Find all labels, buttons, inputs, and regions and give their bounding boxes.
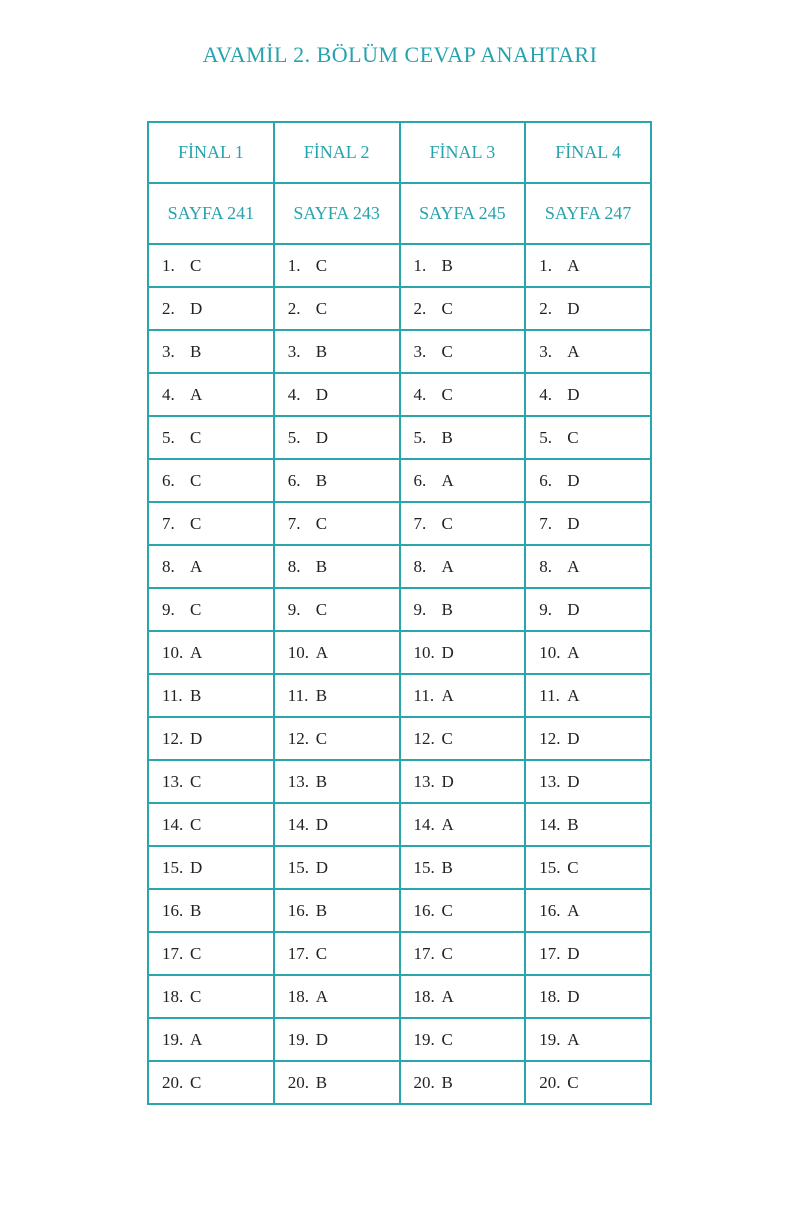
question-number: 12. (162, 728, 184, 748)
answer-cell (274, 932, 400, 975)
question-number: 11. (162, 685, 183, 705)
answer-cell (525, 588, 651, 631)
question-number: 20. (287, 1072, 309, 1092)
question-number: 11. (287, 685, 309, 705)
answer-letter: B (567, 814, 579, 834)
question-number: 15. (413, 857, 435, 877)
answer-letter: C (441, 728, 453, 748)
answer-cell (525, 760, 651, 803)
question-number: 11. (413, 685, 435, 705)
answer-cell (400, 373, 526, 416)
question-number: 14. (413, 814, 435, 834)
answer-cell (400, 459, 526, 502)
table-row (148, 287, 651, 330)
answer-cell (525, 631, 651, 674)
answer-cell (400, 889, 526, 932)
question-number: 17. (413, 943, 435, 963)
table-row (148, 373, 651, 416)
answer-letter: C (441, 900, 453, 920)
answer-letter: C (315, 943, 328, 963)
answer-letter: C (441, 1029, 453, 1049)
answer-letter: C (567, 857, 579, 877)
answer-letter: D (315, 1029, 329, 1049)
question-number: 2. (287, 298, 301, 318)
question-number: 7. (162, 513, 175, 533)
table-row (148, 545, 651, 588)
answer-letter: C (441, 341, 453, 361)
answer-cell (274, 889, 400, 932)
answer-letter: D (315, 384, 329, 404)
question-number: 9. (539, 599, 552, 619)
answer-letter: D (315, 857, 329, 877)
answer-letter: B (315, 556, 328, 576)
table-row (148, 631, 651, 674)
question-number: 8. (539, 556, 552, 576)
question-number: 13. (413, 771, 435, 791)
answer-cell (400, 287, 526, 330)
answer-cell (525, 244, 651, 287)
column-header-final-4: FİNAL 4 (525, 122, 651, 183)
answer-letter: B (315, 470, 328, 490)
question-number: 6. (287, 470, 301, 490)
answer-letter: C (441, 943, 453, 963)
answer-letter: B (441, 427, 453, 447)
answer-cell (525, 287, 651, 330)
answer-letter: C (315, 513, 328, 533)
question-number: 20. (539, 1072, 561, 1092)
answer-cell (525, 459, 651, 502)
question-number: 16. (162, 900, 184, 920)
answer-cell (274, 803, 400, 846)
answer-letter: C (441, 298, 453, 318)
answer-letter: C (315, 728, 328, 748)
question-number: 19. (287, 1029, 309, 1049)
answer-letter: D (441, 642, 454, 662)
answer-cell (525, 330, 651, 373)
answer-letter: A (567, 341, 580, 361)
column-header-final-3: FİNAL 3 (400, 122, 526, 183)
answer-letter: C (190, 986, 202, 1006)
answer-letter: C (190, 255, 202, 275)
question-number: 3. (413, 341, 427, 361)
answer-letter: B (190, 685, 202, 705)
question-number: 2. (413, 298, 427, 318)
question-number: 8. (413, 556, 427, 576)
answer-cell (148, 975, 274, 1018)
answer-letter: C (190, 513, 202, 533)
answer-letter: D (567, 986, 580, 1006)
question-number: 12. (413, 728, 435, 748)
question-number: 6. (539, 470, 552, 490)
column-header-final-2: FİNAL 2 (274, 122, 400, 183)
answer-cell (274, 416, 400, 459)
question-number: 5. (162, 427, 175, 447)
table-row (148, 932, 651, 975)
answer-cell (148, 545, 274, 588)
answer-letter: C (315, 255, 328, 275)
question-number: 18. (287, 986, 309, 1006)
answer-cell (400, 846, 526, 889)
table-row (148, 717, 651, 760)
question-number: 7. (539, 513, 552, 533)
answer-letter: B (441, 1072, 453, 1092)
final-header-row (148, 122, 651, 183)
answer-letter: A (567, 1029, 580, 1049)
answer-cell (148, 760, 274, 803)
answer-cell (148, 846, 274, 889)
answer-cell (400, 717, 526, 760)
answer-letter: A (190, 556, 203, 576)
question-number: 14. (539, 814, 561, 834)
page-header-row (148, 183, 651, 244)
answer-letter: A (441, 814, 454, 834)
answer-letter: C (190, 427, 202, 447)
answer-cell (274, 459, 400, 502)
answer-letter: A (567, 642, 580, 662)
answer-cell (400, 631, 526, 674)
question-number: 5. (539, 427, 552, 447)
question-number: 20. (413, 1072, 435, 1092)
question-number: 18. (413, 986, 435, 1006)
answer-letter: D (567, 384, 580, 404)
answer-letter: C (315, 599, 328, 619)
answer-cell (400, 760, 526, 803)
question-number: 13. (539, 771, 561, 791)
answer-cell (148, 287, 274, 330)
answer-cell (274, 244, 400, 287)
column-page-3: SAYFA 245 (400, 183, 526, 244)
answer-letter: A (190, 642, 203, 662)
table-row (148, 459, 651, 502)
answer-cell (148, 416, 274, 459)
answer-cell (274, 330, 400, 373)
answer-letter: C (190, 814, 202, 834)
answer-letter: C (567, 427, 579, 447)
answer-letter: A (315, 986, 329, 1006)
question-number: 4. (539, 384, 552, 404)
answer-cell (525, 502, 651, 545)
question-number: 10. (287, 642, 309, 662)
answer-letter: B (315, 900, 328, 920)
answer-letter: C (190, 599, 202, 619)
question-number: 14. (162, 814, 184, 834)
answer-letter: B (315, 341, 328, 361)
table-row (148, 803, 651, 846)
question-number: 13. (287, 771, 309, 791)
answer-cell (148, 674, 274, 717)
answer-cell (525, 674, 651, 717)
answer-letter: A (315, 642, 329, 662)
answer-letter: B (315, 1072, 328, 1092)
question-number: 19. (413, 1029, 435, 1049)
answer-letter: D (190, 857, 203, 877)
answer-letter: A (441, 986, 454, 1006)
answer-letter: A (190, 384, 203, 404)
answer-cell (148, 717, 274, 760)
table-row (148, 588, 651, 631)
answer-letter: C (567, 1072, 579, 1092)
answer-letter: A (567, 556, 580, 576)
question-number: 10. (413, 642, 435, 662)
answer-letter: B (315, 771, 328, 791)
answer-letter: A (567, 900, 580, 920)
page-title: AVAMİL 2. BÖLÜM CEVAP ANAHTARI (202, 42, 598, 67)
answer-cell (525, 416, 651, 459)
answer-letter: D (567, 599, 580, 619)
answer-cell (274, 846, 400, 889)
answer-cell (274, 975, 400, 1018)
answer-cell (400, 330, 526, 373)
question-number: 16. (539, 900, 561, 920)
answer-cell (148, 932, 274, 975)
answer-cell (274, 631, 400, 674)
answer-letter: D (441, 771, 454, 791)
answer-cell (400, 244, 526, 287)
answer-cell (525, 545, 651, 588)
answer-cell (148, 330, 274, 373)
column-page-1: SAYFA 241 (148, 183, 274, 244)
answer-letter: D (315, 427, 329, 447)
question-number: 18. (539, 986, 561, 1006)
answer-rows (148, 244, 651, 1104)
answer-cell (148, 803, 274, 846)
answer-letter: A (441, 685, 454, 705)
answer-key-table (147, 121, 652, 1105)
answer-letter: C (441, 384, 453, 404)
answer-cell (274, 588, 400, 631)
question-number: 9. (413, 599, 427, 619)
question-number: 1. (287, 255, 301, 275)
table-row (148, 502, 651, 545)
question-number: 8. (162, 556, 175, 576)
table-row (148, 674, 651, 717)
answer-letter: B (441, 599, 453, 619)
question-number: 16. (287, 900, 309, 920)
question-number: 9. (162, 599, 175, 619)
table-row (148, 244, 651, 287)
answer-cell (400, 502, 526, 545)
table-row (148, 889, 651, 932)
question-number: 18. (162, 986, 184, 1006)
answer-letter: A (441, 556, 454, 576)
answer-letter: C (190, 771, 202, 791)
question-number: 5. (413, 427, 427, 447)
answer-cell (148, 1061, 274, 1104)
answer-letter: D (567, 298, 580, 318)
answer-cell (274, 1061, 400, 1104)
answer-cell (525, 1061, 651, 1104)
question-number: 11. (539, 685, 560, 705)
answer-letter: B (190, 900, 202, 920)
question-number: 15. (162, 857, 184, 877)
answer-cell (400, 932, 526, 975)
question-number: 7. (413, 513, 427, 533)
question-number: 19. (162, 1029, 184, 1049)
question-number: 2. (162, 298, 175, 318)
question-number: 4. (162, 384, 175, 404)
answer-letter: C (190, 470, 202, 490)
question-number: 20. (162, 1072, 184, 1092)
question-number: 5. (287, 427, 301, 447)
question-number: 13. (162, 771, 184, 791)
answer-letter: A (567, 255, 580, 275)
question-number: 1. (539, 255, 552, 275)
table-row (148, 416, 651, 459)
answer-cell (274, 1018, 400, 1061)
table-row (148, 1061, 651, 1104)
question-number: 6. (413, 470, 427, 490)
question-number: 3. (287, 341, 301, 361)
table-row (148, 846, 651, 889)
question-number: 16. (413, 900, 435, 920)
answer-cell (148, 244, 274, 287)
answer-cell (525, 717, 651, 760)
answer-cell (400, 803, 526, 846)
question-number: 12. (287, 728, 309, 748)
question-number: 1. (413, 255, 427, 275)
answer-letter: B (441, 857, 453, 877)
answer-letter: D (315, 814, 329, 834)
answer-cell (274, 502, 400, 545)
question-number: 8. (287, 556, 301, 576)
answer-letter: B (441, 255, 453, 275)
table-row (148, 330, 651, 373)
answer-cell (525, 846, 651, 889)
question-number: 9. (287, 599, 301, 619)
answer-letter: C (441, 513, 453, 533)
question-number: 1. (162, 255, 175, 275)
answer-cell (400, 1061, 526, 1104)
answer-cell (148, 502, 274, 545)
answer-cell (525, 373, 651, 416)
question-number: 17. (287, 943, 309, 963)
answer-cell (148, 459, 274, 502)
question-number: 10. (162, 642, 184, 662)
answer-letter: A (441, 470, 454, 490)
answer-cell (525, 1018, 651, 1061)
question-number: 15. (287, 857, 309, 877)
answer-cell (274, 760, 400, 803)
table-row (148, 975, 651, 1018)
answer-letter: C (190, 1072, 202, 1092)
question-number: 15. (539, 857, 561, 877)
answer-cell (274, 287, 400, 330)
answer-letter: B (190, 341, 202, 361)
question-number: 17. (539, 943, 561, 963)
question-number: 3. (162, 341, 175, 361)
answer-letter: D (190, 298, 203, 318)
question-number: 10. (539, 642, 561, 662)
answer-cell (274, 717, 400, 760)
question-number: 14. (287, 814, 309, 834)
answer-cell (274, 373, 400, 416)
answer-cell (148, 889, 274, 932)
answer-cell (148, 588, 274, 631)
question-number: 19. (539, 1029, 561, 1049)
question-number: 3. (539, 341, 552, 361)
answer-cell (400, 975, 526, 1018)
answer-letter: C (190, 943, 202, 963)
answer-cell (400, 416, 526, 459)
answer-letter: D (567, 728, 580, 748)
column-page-4: SAYFA 247 (525, 183, 651, 244)
answer-letter: D (567, 513, 580, 533)
answer-cell (274, 674, 400, 717)
question-number: 17. (162, 943, 184, 963)
answer-cell (525, 975, 651, 1018)
column-header-final-1: FİNAL 1 (148, 122, 274, 183)
answer-letter: B (315, 685, 328, 705)
question-number: 12. (539, 728, 561, 748)
column-page-2: SAYFA 243 (274, 183, 400, 244)
answer-cell (525, 889, 651, 932)
question-number: 4. (413, 384, 427, 404)
answer-cell (148, 631, 274, 674)
question-number: 6. (162, 470, 175, 490)
answer-cell (148, 373, 274, 416)
answer-letter: D (567, 470, 580, 490)
question-number: 4. (287, 384, 301, 404)
answer-letter: A (190, 1029, 203, 1049)
answer-cell (525, 932, 651, 975)
answer-letter: D (567, 771, 580, 791)
answer-cell (274, 545, 400, 588)
answer-letter: D (567, 943, 580, 963)
answer-cell (400, 588, 526, 631)
table-row (148, 1018, 651, 1061)
table-row (148, 760, 651, 803)
answer-letter: D (190, 728, 203, 748)
answer-letter: C (315, 298, 328, 318)
question-number: 7. (287, 513, 301, 533)
answer-cell (148, 1018, 274, 1061)
question-number: 2. (539, 298, 552, 318)
answer-cell (525, 803, 651, 846)
answer-cell (400, 1018, 526, 1061)
answer-cell (400, 674, 526, 717)
answer-cell (400, 545, 526, 588)
answer-letter: A (567, 685, 580, 705)
